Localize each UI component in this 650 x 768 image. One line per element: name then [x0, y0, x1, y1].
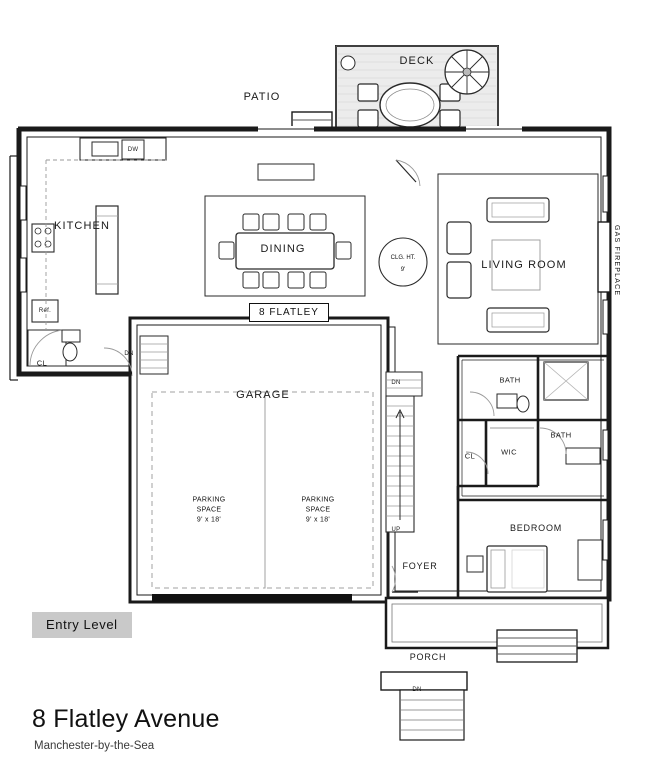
parking-left-line2: SPACE: [196, 506, 222, 514]
room-label-kitchen: KITCHEN: [54, 220, 110, 232]
stair-label-dn-porch: DN: [412, 687, 422, 693]
living-sofa-top: [487, 198, 549, 222]
ceiling-height-line2: 9': [400, 267, 406, 273]
bed-pillows: [491, 550, 505, 588]
page-subtitle: Manchester-by-the-Sea: [34, 740, 155, 752]
room-label-deck: DECK: [399, 55, 435, 67]
room-label-cl-left: CL: [36, 358, 48, 368]
room-label-bath-lower: BATH: [550, 430, 572, 440]
room-label-foyer: FOYER: [402, 561, 438, 571]
parking-left-line1: PARKING: [192, 496, 226, 504]
room-label-patio: PATIO: [243, 91, 281, 103]
ceiling-height-line1: CLG. HT.: [390, 255, 416, 261]
room-label-living-room: LIVING ROOM: [481, 259, 567, 271]
room-label-bath-upper: BATH: [499, 375, 521, 385]
powder-toilet: [63, 343, 77, 361]
garage-walls: [130, 318, 388, 602]
garage-door: [152, 594, 352, 602]
dining-window-cabinet: [258, 164, 314, 180]
parking-right-line1: PARKING: [301, 496, 335, 504]
kitchen-sink: [92, 142, 118, 156]
bath-upper-toilet: [517, 396, 529, 412]
bedroom-nightstand: [467, 556, 483, 572]
parking-right-line2: SPACE: [305, 506, 331, 514]
dishwasher-label: DW: [127, 147, 139, 153]
room-label-porch: PORCH: [409, 652, 447, 662]
front-steps: [381, 672, 467, 690]
refrigerator-label: Ref.: [38, 308, 52, 314]
room-label-cl-mid: CL: [464, 451, 476, 461]
deck-umbrella: [445, 50, 489, 94]
parking-left-line3: 9' x 18': [196, 516, 222, 524]
bath-lower-tub: [566, 448, 600, 464]
bedroom-dresser: [578, 540, 602, 580]
ceiling-height-bubble: [379, 238, 427, 286]
parking-right-line3: 9' x 18': [305, 516, 331, 524]
page-title: 8 Flatley Avenue: [32, 705, 220, 733]
room-label-garage: GARAGE: [236, 389, 290, 401]
powder-sink: [62, 330, 80, 342]
level-badge: Entry Level: [32, 612, 132, 638]
gas-fireplace-label: GAS FIREPLACE: [613, 225, 620, 297]
kitchen-range: [32, 224, 54, 252]
gas-fireplace-unit: [598, 222, 610, 292]
living-armchair-upper: [447, 222, 471, 254]
deck-table: [380, 83, 440, 127]
room-label-bedroom: BEDROOM: [509, 523, 563, 533]
front-walk: [400, 690, 464, 740]
stair-label-dn-kitchen: DN: [124, 351, 134, 357]
living-armchair-lower: [447, 262, 471, 298]
room-label-dining: DINING: [260, 243, 306, 255]
room-label-wic: WIC: [501, 447, 517, 457]
bath-upper-vanity: [497, 394, 517, 408]
stair-label-dn-garage: DN: [391, 380, 401, 386]
stair-label-up-foyer: UP: [391, 527, 401, 533]
address-badge: 8 FLATLEY: [249, 303, 329, 322]
bed-coverlet: [512, 550, 544, 588]
living-sofa-bottom: [487, 308, 549, 332]
